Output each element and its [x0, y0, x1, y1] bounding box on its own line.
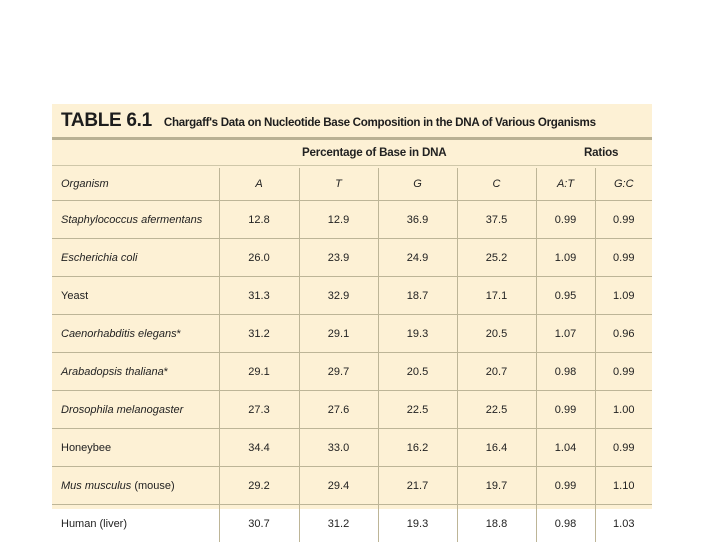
value-cell-a: 31.2 [219, 315, 299, 353]
table-row [52, 391, 652, 429]
organism-name-italic: Drosophila melanogaster [61, 404, 183, 416]
table-row [52, 239, 652, 277]
value-cell-t: 27.6 [299, 391, 378, 429]
top-rule [52, 137, 652, 140]
table-number: TABLE 6.1 [61, 110, 152, 132]
organism-cell [52, 391, 219, 429]
value-cell-g: 19.3 [378, 505, 457, 542]
value-cell-at: 0.99 [536, 391, 595, 429]
header-c: C [457, 168, 536, 201]
header-row [52, 168, 652, 201]
organism-name-italic: Mus musculus [61, 480, 131, 492]
value-cell-at: 0.99 [536, 201, 595, 239]
organism-cell [52, 353, 219, 391]
value-cell-gc: 0.99 [595, 201, 652, 239]
group-rule [52, 165, 652, 166]
value-cell-t: 23.9 [299, 239, 378, 277]
table-caption: Chargaff's Data on Nucleotide Base Composition in the DNA of Various Organisms [164, 116, 596, 129]
value-cell-g: 24.9 [378, 239, 457, 277]
organism-cell [52, 315, 219, 353]
value-cell-a: 12.8 [219, 201, 299, 239]
value-cell-c: 17.1 [457, 277, 536, 315]
value-cell-t: 33.0 [299, 429, 378, 467]
value-cell-c: 16.4 [457, 429, 536, 467]
value-cell-g: 21.7 [378, 467, 457, 505]
organism-cell [52, 239, 219, 277]
organism-name-plain: Yeast [61, 290, 88, 302]
organism-name-italic: Staphylococcus afermentans [61, 214, 202, 226]
header-at: A:T [536, 168, 595, 201]
organism-cell [52, 201, 219, 239]
table-row [52, 467, 652, 505]
table-row [52, 315, 652, 353]
value-cell-at: 1.04 [536, 429, 595, 467]
header-gc: G:C [595, 168, 652, 201]
organism-name-italic: Arabadopsis thaliana [61, 366, 164, 378]
column-group-header [52, 142, 652, 164]
value-cell-c: 18.8 [457, 505, 536, 542]
table-row [52, 277, 652, 315]
value-cell-c: 22.5 [457, 391, 536, 429]
organism-cell [52, 429, 219, 467]
value-cell-a: 30.7 [219, 505, 299, 542]
value-cell-c: 25.2 [457, 239, 536, 277]
value-cell-gc: 0.99 [595, 353, 652, 391]
organism-name-plain: Human (liver) [61, 518, 127, 530]
value-cell-gc: 0.96 [595, 315, 652, 353]
value-cell-c: 37.5 [457, 201, 536, 239]
organism-name-plain: * [164, 366, 168, 378]
value-cell-g: 22.5 [378, 391, 457, 429]
value-cell-a: 31.3 [219, 277, 299, 315]
table-title [61, 110, 596, 138]
value-cell-at: 0.99 [536, 467, 595, 505]
value-cell-a: 29.1 [219, 353, 299, 391]
organism-cell [52, 467, 219, 505]
header-a: A [219, 168, 299, 201]
value-cell-a: 27.3 [219, 391, 299, 429]
organism-name-plain: Honeybee [61, 442, 111, 454]
header-organism: Organism [52, 168, 219, 201]
organism-name-plain: * [177, 328, 181, 340]
value-cell-t: 29.4 [299, 467, 378, 505]
data-table [52, 168, 652, 542]
organism-name-italic: Caenorhabditis elegans [61, 328, 177, 340]
value-cell-at: 0.98 [536, 505, 595, 542]
value-cell-at: 1.09 [536, 239, 595, 277]
value-cell-g: 20.5 [378, 353, 457, 391]
value-cell-g: 16.2 [378, 429, 457, 467]
value-cell-g: 36.9 [378, 201, 457, 239]
value-cell-gc: 1.09 [595, 277, 652, 315]
chargaff-table [52, 104, 652, 509]
value-cell-gc: 1.03 [595, 505, 652, 542]
percentage-group-label: Percentage of Base in DNA [302, 146, 446, 159]
value-cell-at: 1.07 [536, 315, 595, 353]
organism-name-plain: (mouse) [131, 480, 174, 492]
value-cell-t: 12.9 [299, 201, 378, 239]
table-row [52, 353, 652, 391]
value-cell-gc: 1.00 [595, 391, 652, 429]
value-cell-a: 29.2 [219, 467, 299, 505]
value-cell-t: 29.1 [299, 315, 378, 353]
ratios-group-label: Ratios [584, 146, 618, 159]
value-cell-c: 20.7 [457, 353, 536, 391]
value-cell-gc: 0.99 [595, 429, 652, 467]
organism-name-italic: Escherichia coli [61, 252, 137, 264]
value-cell-c: 20.5 [457, 315, 536, 353]
value-cell-gc: 0.99 [595, 239, 652, 277]
value-cell-c: 19.7 [457, 467, 536, 505]
value-cell-g: 18.7 [378, 277, 457, 315]
value-cell-a: 34.4 [219, 429, 299, 467]
value-cell-at: 0.98 [536, 353, 595, 391]
header-g: G [378, 168, 457, 201]
value-cell-t: 29.7 [299, 353, 378, 391]
value-cell-at: 0.95 [536, 277, 595, 315]
value-cell-gc: 1.10 [595, 467, 652, 505]
table-row [52, 201, 652, 239]
value-cell-a: 26.0 [219, 239, 299, 277]
table-row [52, 429, 652, 467]
value-cell-g: 19.3 [378, 315, 457, 353]
value-cell-t: 31.2 [299, 505, 378, 542]
organism-cell [52, 277, 219, 315]
header-t: T [299, 168, 378, 201]
table-row [52, 505, 652, 542]
value-cell-t: 32.9 [299, 277, 378, 315]
organism-cell [52, 505, 219, 542]
